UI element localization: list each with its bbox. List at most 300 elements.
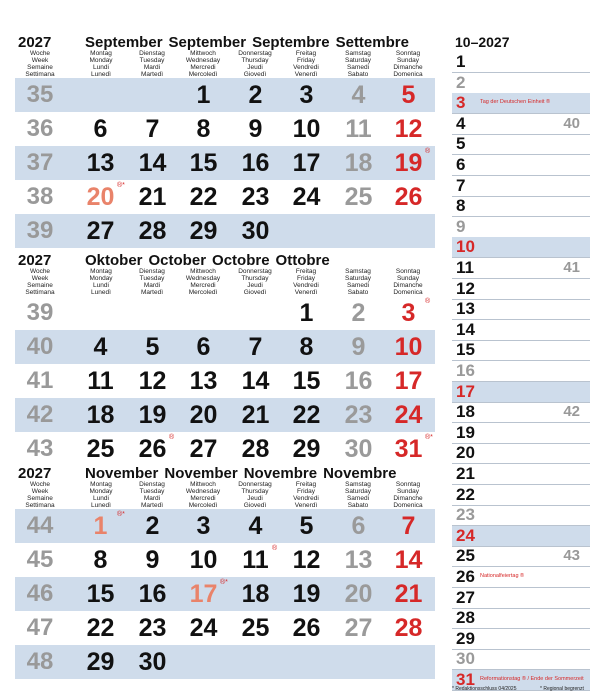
day-cell: 18: [344, 149, 373, 177]
day-cell: 11: [87, 367, 114, 395]
weekday-label-line: Vendredi: [293, 495, 319, 502]
strip-day: 5: [456, 134, 466, 154]
weekday-label-line: Thursday: [241, 488, 269, 495]
strip-day: 19: [456, 422, 475, 442]
week-row: [15, 509, 435, 543]
day-cell: 14: [241, 367, 270, 395]
strip-day-row: [452, 73, 590, 94]
week-row: [15, 645, 435, 679]
day-cell: 6: [93, 115, 108, 143]
strip-day: 3: [456, 93, 466, 113]
month-name: November: [164, 465, 238, 482]
day-cell: 27: [189, 435, 218, 463]
day-cell: 21: [394, 580, 423, 608]
day-cell: 20: [344, 580, 373, 608]
weekday-label-line: Tuesday: [139, 275, 165, 282]
strip-day-row: [452, 464, 590, 485]
strip-day-row: [452, 299, 590, 320]
strip-day-row: [452, 505, 590, 526]
strip-day-row: [452, 320, 590, 341]
week-row: [15, 146, 435, 180]
day-cell: 27: [86, 217, 115, 245]
weekday-label-line: Freitag: [295, 50, 317, 57]
day-cell: 17: [189, 580, 218, 608]
day-cell: 30: [241, 217, 270, 245]
weekday-label-line: Dimanche: [393, 282, 423, 289]
weekday-label-line: Samedi: [346, 495, 370, 502]
weekday-label-line: Friday: [296, 275, 316, 282]
strip-day: 4: [456, 113, 466, 133]
footer-note-right: * Regional begrenzt: [540, 686, 584, 692]
strip-day: 12: [456, 278, 475, 298]
month-year: 2027: [18, 465, 52, 482]
strip-day: 27: [456, 587, 475, 607]
weekday-label-line: Mittwoch: [190, 50, 216, 57]
weekday-label-line: Venerdì: [294, 502, 318, 509]
strip-day-row: [452, 423, 590, 444]
day-cell: 24: [394, 401, 423, 429]
day-cell: 22: [292, 401, 321, 429]
weekday-label-line: Domenica: [393, 502, 423, 509]
week-row: [15, 330, 435, 364]
day-cell: 10: [394, 333, 423, 361]
day-cell: 15: [189, 149, 218, 177]
day-cell: 8: [93, 546, 108, 574]
day-cell: 7: [401, 512, 416, 540]
day-cell: 7: [248, 333, 263, 361]
day-cell: 28: [241, 435, 270, 463]
month-year: 2027: [18, 34, 52, 51]
day-cell: 19: [394, 149, 423, 177]
week-number: 38: [26, 183, 54, 210]
week-number: 43: [26, 435, 54, 462]
strip-day: 30: [456, 649, 475, 669]
strip-note: Nationalfeiertag ®: [480, 573, 525, 579]
month-year: 2027: [18, 252, 52, 269]
day-cell: 23: [241, 183, 270, 211]
day-cell: 29: [292, 435, 321, 463]
month-header: [15, 250, 435, 296]
holiday-mark: ®: [425, 298, 431, 305]
day-cell: 13: [189, 367, 218, 395]
strip-day: 14: [456, 319, 475, 339]
week-row: [15, 398, 435, 432]
week-row: [15, 611, 435, 645]
month-name: Ottobre: [275, 252, 330, 269]
weekday-label-line: Venerdì: [294, 289, 318, 296]
weekday-label-line: Saturday: [344, 488, 372, 495]
weekday-label-line: Martedì: [140, 289, 164, 296]
strip-day-row: [452, 546, 590, 567]
weekday-label-line: Friday: [296, 488, 316, 495]
week-row: [15, 296, 435, 330]
week-row: [15, 214, 435, 248]
strip-day-row: [452, 649, 590, 670]
day-cell: 22: [189, 183, 218, 211]
strip-week-number: 43: [563, 547, 580, 565]
day-cell: 27: [344, 614, 373, 642]
week-label: [15, 50, 65, 78]
strip-title: 10–2027: [455, 34, 510, 50]
day-cell: 22: [86, 614, 115, 642]
strip-day: 15: [456, 340, 475, 360]
weekday-label-line: Vendredi: [293, 282, 319, 289]
strip-day: 31: [456, 670, 475, 689]
day-cell: 15: [86, 580, 115, 608]
week-number: 40: [26, 333, 54, 360]
weekday-label-line: Jeudi: [247, 495, 263, 502]
day-cell: 26: [138, 435, 167, 463]
day-cell: 2: [351, 299, 366, 327]
month-names: [85, 34, 415, 51]
weekday-label-line: Lundi: [93, 495, 109, 502]
weekday-label-line: Saturday: [344, 275, 372, 282]
strip-day-row: [452, 608, 590, 629]
strip-day-row: [452, 134, 590, 155]
week-label-line: Woche: [29, 481, 51, 488]
day-cell: 25: [86, 435, 115, 463]
day-cell: 21: [138, 183, 167, 211]
day-cell: 24: [292, 183, 321, 211]
day-cell: 20: [86, 183, 115, 211]
month-header: [15, 32, 435, 78]
weekday-label-line: Wednesday: [185, 57, 221, 64]
day-cell: 1: [299, 299, 314, 327]
week-label-line: Settimana: [25, 502, 55, 509]
weekday-label-line: Mardi: [143, 64, 161, 71]
weekday-label-line: Jeudi: [247, 282, 263, 289]
month-name: September: [168, 34, 247, 51]
week-number: 45: [26, 546, 54, 573]
week-number: 42: [26, 401, 54, 428]
weekday-label-line: Mardi: [143, 495, 161, 502]
month-block: [15, 250, 435, 464]
holiday-mark: ®*: [220, 579, 228, 586]
day-cell: 8: [299, 333, 314, 361]
week-label-line: Settimana: [25, 289, 55, 296]
week-row: [15, 78, 435, 112]
strip-day-row: [452, 526, 590, 547]
weekday-label-line: Montag: [90, 268, 112, 275]
month-header: [15, 463, 435, 509]
strip-note: Reformationstag ® / Ende der Sommerzeit: [480, 676, 584, 682]
holiday-mark: ®: [169, 434, 175, 441]
weekday-label-line: Monday: [89, 275, 113, 282]
strip-day-row: [452, 567, 590, 588]
week-number: 48: [26, 648, 54, 675]
weekday-label-line: Martedì: [140, 71, 164, 78]
weekday-label-line: Sunday: [396, 57, 420, 64]
weekday-label-line: Dimanche: [393, 64, 423, 71]
day-cell: 18: [241, 580, 270, 608]
strip-day: 2: [456, 72, 466, 92]
day-cell: 8: [196, 115, 211, 143]
weekday-label-line: Sonntag: [395, 481, 421, 488]
weekday-label-line: Samedi: [346, 282, 370, 289]
weekday-label-line: Giovedì: [243, 289, 267, 296]
weekday-label-line: Freitag: [295, 268, 317, 275]
strip-day: 17: [456, 381, 475, 401]
day-cell: 4: [351, 81, 366, 109]
weekday-label-line: Dienstag: [139, 481, 165, 488]
day-cell: 23: [138, 614, 167, 642]
day-cell: 4: [93, 333, 108, 361]
strip-note: Tag der Deutschen Einheit ®: [480, 99, 551, 106]
strip-day-row: [452, 629, 590, 650]
weekday-label-line: Samedi: [346, 64, 370, 71]
weekday-label-line: Donnerstag: [238, 481, 272, 488]
day-cell: 30: [138, 648, 167, 676]
strip-day-row: [452, 52, 590, 73]
strip-day: 1: [456, 52, 466, 71]
strip-day: 23: [456, 505, 475, 525]
day-cell: 1: [196, 81, 211, 109]
weekday-label-line: Venerdì: [294, 71, 318, 78]
strip-day-row: [452, 196, 590, 217]
strip-day: 28: [456, 608, 475, 628]
week-row: [15, 364, 435, 398]
weekday-label-line: Lundi: [93, 282, 109, 289]
week-number: 37: [26, 149, 54, 176]
day-cell: 9: [145, 546, 160, 574]
day-cell: 18: [86, 401, 115, 429]
month-block: [15, 463, 435, 677]
weekday-label-line: Sonntag: [395, 50, 421, 57]
month-name: Octobre: [212, 252, 270, 269]
day-cell: 2: [248, 81, 263, 109]
strip-day: 9: [456, 216, 466, 236]
weekday-label-line: Thursday: [241, 275, 269, 282]
weekday-label-line: Montag: [90, 481, 112, 488]
weekday-label-line: Dienstag: [139, 50, 165, 57]
strip-day: 24: [456, 525, 475, 545]
day-cell: 13: [344, 546, 373, 574]
day-cell: 25: [344, 183, 373, 211]
holiday-mark: ®*: [425, 434, 433, 441]
day-cell: 14: [138, 149, 167, 177]
weekday-label-line: Freitag: [295, 481, 317, 488]
strip-day-row: [452, 588, 590, 609]
month-block: [15, 32, 435, 246]
week-number: 35: [26, 81, 54, 108]
day-cell: 6: [196, 333, 211, 361]
weekday-label-line: Jeudi: [247, 64, 263, 71]
day-cell: 19: [138, 401, 167, 429]
strip-day: 8: [456, 196, 466, 216]
month-name: Novembre: [243, 465, 318, 482]
day-cell: 7: [145, 115, 160, 143]
strip-day-row: [452, 402, 590, 423]
week-row: [15, 577, 435, 611]
day-cell: 3: [196, 512, 211, 540]
day-cell: 9: [351, 333, 366, 361]
week-label: [15, 481, 65, 509]
strip-day: 6: [456, 155, 466, 174]
holiday-mark: ®: [272, 545, 278, 552]
day-cell: 11: [345, 115, 372, 143]
weekday-label-line: Domenica: [393, 289, 423, 296]
day-cell: 9: [248, 115, 263, 143]
week-row: [15, 432, 435, 466]
weekday-label: [377, 50, 439, 78]
strip-day: 10: [456, 237, 475, 257]
weekday-label-line: Mercredi: [190, 282, 216, 289]
weekday-label-line: Lunedì: [91, 289, 111, 296]
day-cell: 14: [394, 546, 423, 574]
week-label-line: Week: [31, 57, 49, 64]
week-row: [15, 543, 435, 577]
weekday-label-line: Mittwoch: [190, 481, 216, 488]
strip-day-row: [452, 176, 590, 197]
week-row: [15, 112, 435, 146]
strip-day: 7: [456, 175, 466, 195]
weekday-label: [377, 481, 439, 509]
strip-week-number: 42: [563, 403, 580, 421]
strip-day-row: [452, 485, 590, 506]
week-label-line: Week: [31, 488, 49, 495]
weekday-label-line: Lundi: [93, 64, 109, 71]
month-name: October: [148, 252, 207, 269]
weekday-label-line: Mercredi: [190, 64, 216, 71]
strip-day: 11: [456, 258, 474, 277]
weekday-label-line: Lunedì: [91, 71, 111, 78]
day-cell: 12: [292, 546, 321, 574]
month-name: November: [85, 465, 159, 482]
weekday-label-line: Mercoledì: [188, 71, 218, 78]
weekday-label-line: Sabato: [347, 289, 369, 296]
strip-week-number: 41: [563, 259, 580, 276]
weekday-label-line: Dienstag: [139, 268, 165, 275]
strip-day: 16: [456, 361, 475, 380]
day-cell: 29: [86, 648, 115, 676]
weekday-label-line: Thursday: [241, 57, 269, 64]
month-names: [85, 465, 402, 482]
day-cell: 17: [394, 367, 423, 395]
day-cell: 23: [344, 401, 373, 429]
strip-day: 13: [456, 299, 475, 319]
month-names: [85, 252, 336, 269]
holiday-mark: ®: [425, 148, 431, 155]
weekday-label-line: Mercoledì: [188, 502, 218, 509]
strip-day: 26: [456, 567, 475, 586]
day-cell: 13: [86, 149, 115, 177]
strip-day-row: [452, 114, 590, 135]
day-cell: 16: [241, 149, 270, 177]
weekday-label-line: Samstag: [345, 481, 371, 488]
strip-day-row: [452, 258, 590, 279]
weekday-label-line: Giovedì: [243, 71, 267, 78]
day-cell: 12: [138, 367, 167, 395]
day-cell: 21: [241, 401, 270, 429]
holiday-mark: ®*: [117, 182, 125, 189]
weekday-label-line: Monday: [89, 488, 113, 495]
day-cell: 11: [242, 546, 269, 574]
weekday-label-line: Mercoledì: [188, 289, 218, 296]
week-number: 39: [26, 299, 54, 326]
weekday-label-line: Sunday: [396, 275, 420, 282]
week-label-line: Semaine: [27, 64, 53, 71]
strip-day-row: [452, 443, 590, 464]
strip-day: 25: [456, 546, 475, 566]
weekday-label-line: Donnerstag: [238, 50, 272, 57]
strip-day-row: [452, 279, 590, 300]
weekday-label-line: Sonntag: [395, 268, 421, 275]
day-cell: 31: [394, 435, 423, 463]
month-name: Novembre: [323, 465, 397, 482]
month-name: Septembre: [252, 34, 330, 51]
weekday-label-line: Domenica: [393, 71, 423, 78]
day-cell: 17: [292, 149, 321, 177]
weekday-label-line: Vendredi: [293, 64, 319, 71]
day-cell: 28: [138, 217, 167, 245]
weekday-label-line: Samstag: [345, 268, 371, 275]
day-cell: 5: [145, 333, 160, 361]
weekday-label-line: Sabato: [347, 502, 369, 509]
strip-day: 22: [456, 484, 475, 504]
weekday-label-line: Samstag: [345, 50, 371, 57]
strip-day-row: [452, 340, 590, 361]
footer-note-left: * Redaktionsschluss 04/2025: [452, 686, 517, 692]
weekday-label-line: Mardi: [143, 282, 161, 289]
weekday-label-line: Saturday: [344, 57, 372, 64]
week-number: 44: [26, 512, 54, 539]
weekday-label-line: Lunedì: [91, 502, 111, 509]
weekday-label-line: Martedì: [140, 502, 164, 509]
week-label-line: Woche: [29, 268, 51, 275]
week-label-line: Woche: [29, 50, 51, 57]
weekday-label-line: Monday: [89, 57, 113, 64]
day-cell: 10: [189, 546, 218, 574]
strip-day-row: [452, 237, 590, 258]
week-label: [15, 268, 65, 296]
week-label-line: Settimana: [25, 71, 55, 78]
weekday-label-line: Giovedì: [243, 502, 267, 509]
strip-day: 29: [456, 628, 475, 648]
day-cell: 15: [292, 367, 321, 395]
month-name: Oktober: [85, 252, 143, 269]
weekday-label-line: Montag: [90, 50, 112, 57]
strip-day-row: [452, 382, 590, 403]
day-cell: 3: [401, 299, 416, 327]
week-number: 36: [26, 115, 54, 142]
day-cell: 16: [138, 580, 167, 608]
weekday-label-line: Tuesday: [139, 488, 165, 495]
week-number: 39: [26, 217, 54, 244]
weekday-label-line: Dimanche: [393, 495, 423, 502]
strip-day-row: [452, 361, 590, 382]
day-cell: 26: [292, 614, 321, 642]
month-name: Settembre: [335, 34, 409, 51]
day-cell: 29: [189, 217, 218, 245]
strip-day: 21: [456, 464, 475, 483]
day-cell: 24: [189, 614, 218, 642]
day-cell: 16: [344, 367, 373, 395]
weekday-label-line: Wednesday: [185, 275, 221, 282]
week-label-line: Semaine: [27, 282, 53, 289]
strip-day: 20: [456, 443, 475, 463]
strip-day-row: [452, 155, 590, 176]
weekday-label-line: Friday: [296, 57, 316, 64]
week-label-line: Semaine: [27, 495, 53, 502]
week-label-line: Week: [31, 275, 49, 282]
week-number: 46: [26, 580, 54, 607]
weekday-label-line: Sabato: [347, 71, 369, 78]
day-cell: 28: [394, 614, 423, 642]
day-cell: 30: [344, 435, 373, 463]
strip-day: 18: [456, 402, 475, 422]
day-cell: 5: [401, 81, 416, 109]
day-cell: 25: [241, 614, 270, 642]
